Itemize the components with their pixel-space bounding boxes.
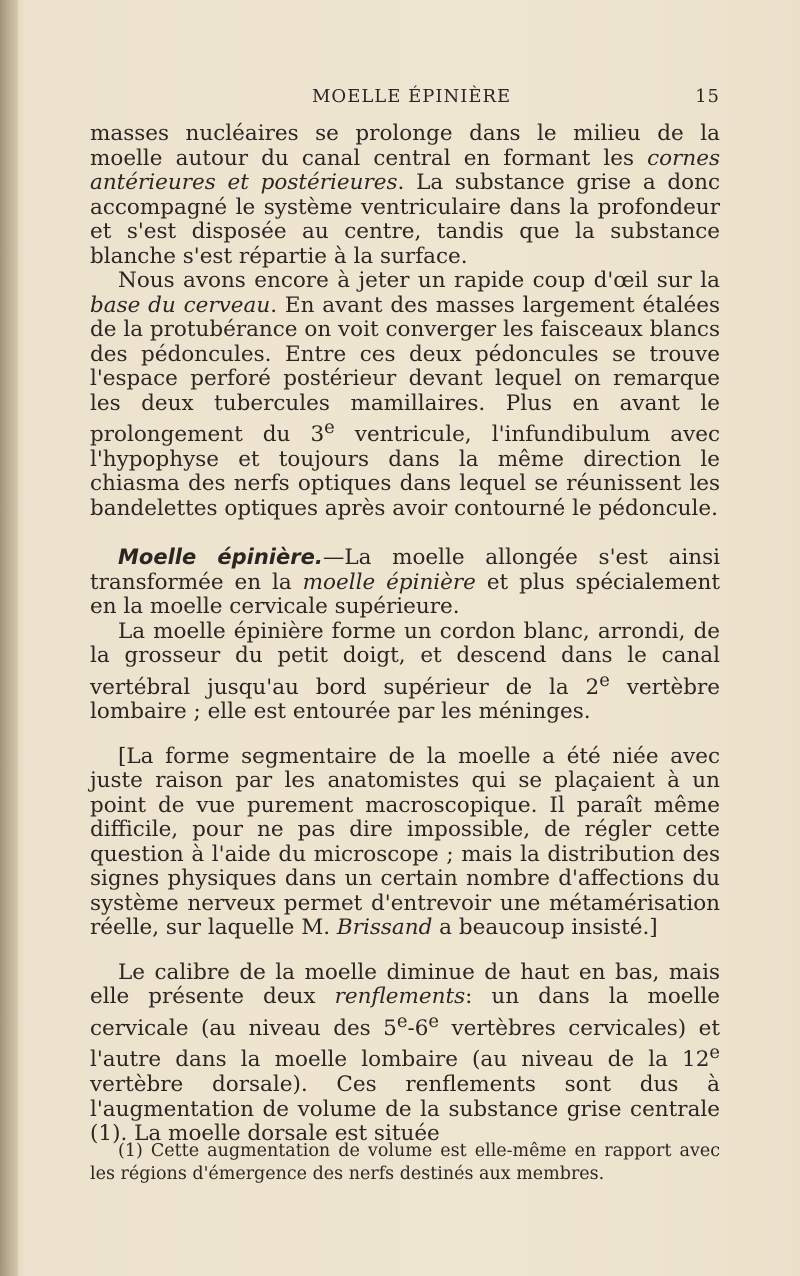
p2-text-d: ventricule, l'infundibulum avec l'hypophyse et toujours dans la même direction le chiasma des nerfs optiques dans lequel se réunissent les bandelettes optiques après avoir contourné le pédoncule. (90, 422, 720, 521)
p6-superscript-1: e (396, 1010, 408, 1032)
paragraph-5 (90, 745, 720, 941)
body-text (90, 122, 720, 1147)
p1-text-a: masses nucléaires se prolonge dans le milieu de la moelle autour du canal central en formant les (90, 121, 720, 171)
paragraph-3 (90, 545, 720, 620)
paragraph-2 (90, 269, 720, 521)
paragraph-1 (90, 122, 720, 269)
p1-emphasis: cornes antérieures et postérieures (90, 145, 720, 195)
footnote (90, 1140, 720, 1186)
page-number: 15 (695, 86, 720, 107)
p6-superscript-2: e (428, 1010, 440, 1032)
p6-text-c: : un dans la moelle cervicale (au niveau des 5 (90, 984, 720, 1041)
paragraph-6 (90, 961, 720, 1147)
p6-text-a: Le calibre de la moelle diminue de haut en bas, mais elle présente deux (90, 959, 720, 1010)
p4-text-c: vertèbre lombaire ; elle est entourée par les méninges. (90, 674, 720, 725)
p3-text-a: —La moelle allongée s'est ainsi transformée en la (90, 545, 721, 595)
paragraph-4 (90, 620, 720, 725)
p2-text-c: . En avant des masses largement étalées de la protubérance on voit converger les faisceaux blancs des pédoncules. Entre ces deux pédoncules se trouve l'espace perforé postérieur devant lequel on remarque les deux tubercules mamillaires. Plus en avant le prolongement du 3 (90, 292, 720, 448)
p4-text-a: La moelle épinière forme un cordon blanc, arrondi, de la grosseur du petit doigt, et descend dans le canal vertébral jusqu'au bord supérieur de la 2 (90, 618, 720, 700)
p4-superscript: e (599, 669, 610, 691)
p6-text-f: vertèbre dorsale). Ces renflements sont dus à l'augmentation de volume de la substance grise centrale (1). La moelle dorsale est située (90, 1072, 720, 1147)
running-title: MOELLE ÉPINIÈRE (312, 86, 512, 107)
p1-text-c: . La substance grise a donc accompagné le système ventriculaire dans la profondeur et s'est disposée au centre, tandis que la substance blanche s'est répartie à la surface. (90, 170, 721, 269)
book-spine-shadow (0, 0, 18, 1276)
p5-emphasis: Brissand (336, 915, 433, 941)
p3-emphasis: moelle épinière (302, 569, 476, 595)
page-header (90, 86, 720, 110)
p5-text-a: [La forme segmentaire de la moelle a été niée avec juste raison par les anatomistes qui se plaçaient à un point de vue purement macroscopique. Il paraît même difficile, pour ne pas dire impossible, de régler cette question à l'aide du microscope ; mais la distribution des signes physiques dans un certain nombre d'affections du système nerveux permet d'entrevoir une métamérisation réelle, sur laquelle M. (90, 743, 720, 941)
footnote-text: (1) Cette augmentation de volume est elle-même en rapport avec les régions d'émergence des nerfs destinés aux membres. (90, 1141, 720, 1184)
p2-text-a: Nous avons encore à jeter un rapide coup d'œil sur la (118, 268, 720, 293)
p6-text-e: vertèbres cervicales) et l'autre dans la moelle lombaire (au niveau de la 12 (90, 1015, 721, 1073)
p2-emphasis: base du cerveau (90, 292, 271, 318)
p3-text-c: et plus spécialement en la moelle cervicale supérieure. (90, 569, 720, 620)
p5-text-c: a beaucoup insisté.] (432, 915, 658, 941)
p6-superscript-3: e (709, 1042, 720, 1064)
section-heading: Moelle épinière. (118, 545, 323, 570)
p6-text-d: -6 (407, 1015, 429, 1041)
p6-emphasis: renflements (334, 984, 466, 1010)
p2-superscript: e (324, 417, 335, 438)
